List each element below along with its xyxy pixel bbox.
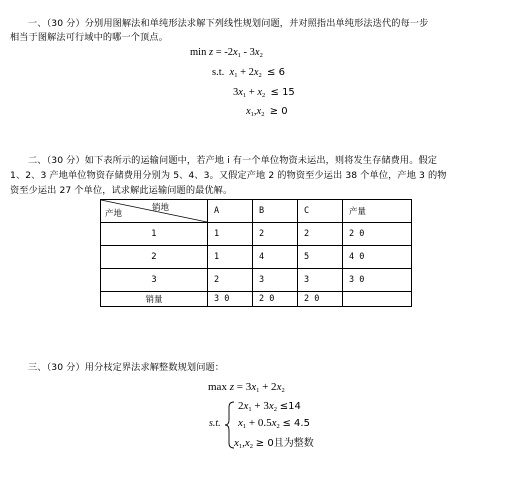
table-corner-cell [101, 200, 208, 223]
q3-objective: $\max z = 3x_1 + 2x_2$ [208, 381, 285, 394]
table-demand-row [101, 292, 412, 307]
table-row [101, 246, 412, 269]
table-cell: 2 0 [298, 292, 343, 307]
table-cell: 4 0 [343, 246, 412, 269]
row-label: 2 [101, 246, 208, 269]
table-cell: 2 [298, 223, 343, 246]
table-cell: 3 [253, 269, 298, 292]
table-header-row [101, 200, 412, 223]
table-cell: 2 0 [253, 292, 298, 307]
col-header: C [298, 200, 343, 223]
q1-text-line1: 一、（30 分）分别用图解法和单纯形法求解下列线性规划问题，并对照指出单纯形法迭代的每一步 [28, 18, 429, 29]
transport-table [100, 199, 412, 307]
q1-constraint-1: s.t. $x_1 + 2x_2 \le 6$ [212, 67, 285, 79]
table-cell [343, 292, 412, 307]
table-cell: 3 0 [208, 292, 253, 307]
q2-text-line2: 1、2、3 产地单位物资存储费用分别为 5、4、3。又假定产地 2 的物资至少运出 38 个单位，产地 3 的物 [10, 170, 447, 181]
q1-objective: $\min z = -2x_1 - 3x_2$ [190, 47, 263, 59]
table-cell: 1 [208, 223, 253, 246]
q2-text-line3: 资至少运出 27 个单位，试求解此运输问题的最优解。 [10, 185, 233, 196]
q3-constraint-1: $2x_1 + 3x_2 \le 14$ [238, 400, 301, 413]
col-header: B [253, 200, 298, 223]
table-cell: 5 [298, 246, 343, 269]
row-label: 3 [101, 269, 208, 292]
demand-label: 销量 [101, 292, 208, 307]
table-cell: 3 0 [343, 269, 412, 292]
q3-text-line1: 三、（30 分）用分枝定界法求解整数规划问题： [28, 362, 225, 373]
q1-constraint-2: $3x_1 + x_2 \le 15$ [233, 87, 295, 99]
table-cell: 2 0 [343, 223, 412, 246]
table-cell: 1 [208, 246, 253, 269]
col-header: A [208, 200, 253, 223]
table-row [101, 223, 412, 246]
table-cell: 2 [253, 223, 298, 246]
q2-text-line1: 二、（30 分）如下表所示的运输问题中，若产地 i 有一个单位物资未运出，则将发生存储费用。假定 [28, 155, 438, 166]
q3-constraint-3: $x_1,x_2 \ge 0$且为整数 [234, 437, 314, 450]
row-label: 1 [101, 223, 208, 246]
q1-constraint-3: $x_1,x_2 \ge 0$ [246, 106, 288, 118]
q1-text-line2: 相当于图解法可行域中的哪一个顶点。 [10, 32, 168, 43]
table-cell: 4 [253, 246, 298, 269]
col-header: 产量 [343, 200, 412, 223]
corner-bottom-label: 产地 [105, 209, 123, 219]
table-cell: 2 [208, 269, 253, 292]
table-row [101, 269, 412, 292]
table-cell: 3 [298, 269, 343, 292]
q3-st-label: s.t. [209, 418, 221, 429]
q3-constraint-2: $x_1 + 0.5x_2 \le 4.5$ [238, 417, 310, 430]
corner-top-label: 销地 [151, 203, 169, 213]
